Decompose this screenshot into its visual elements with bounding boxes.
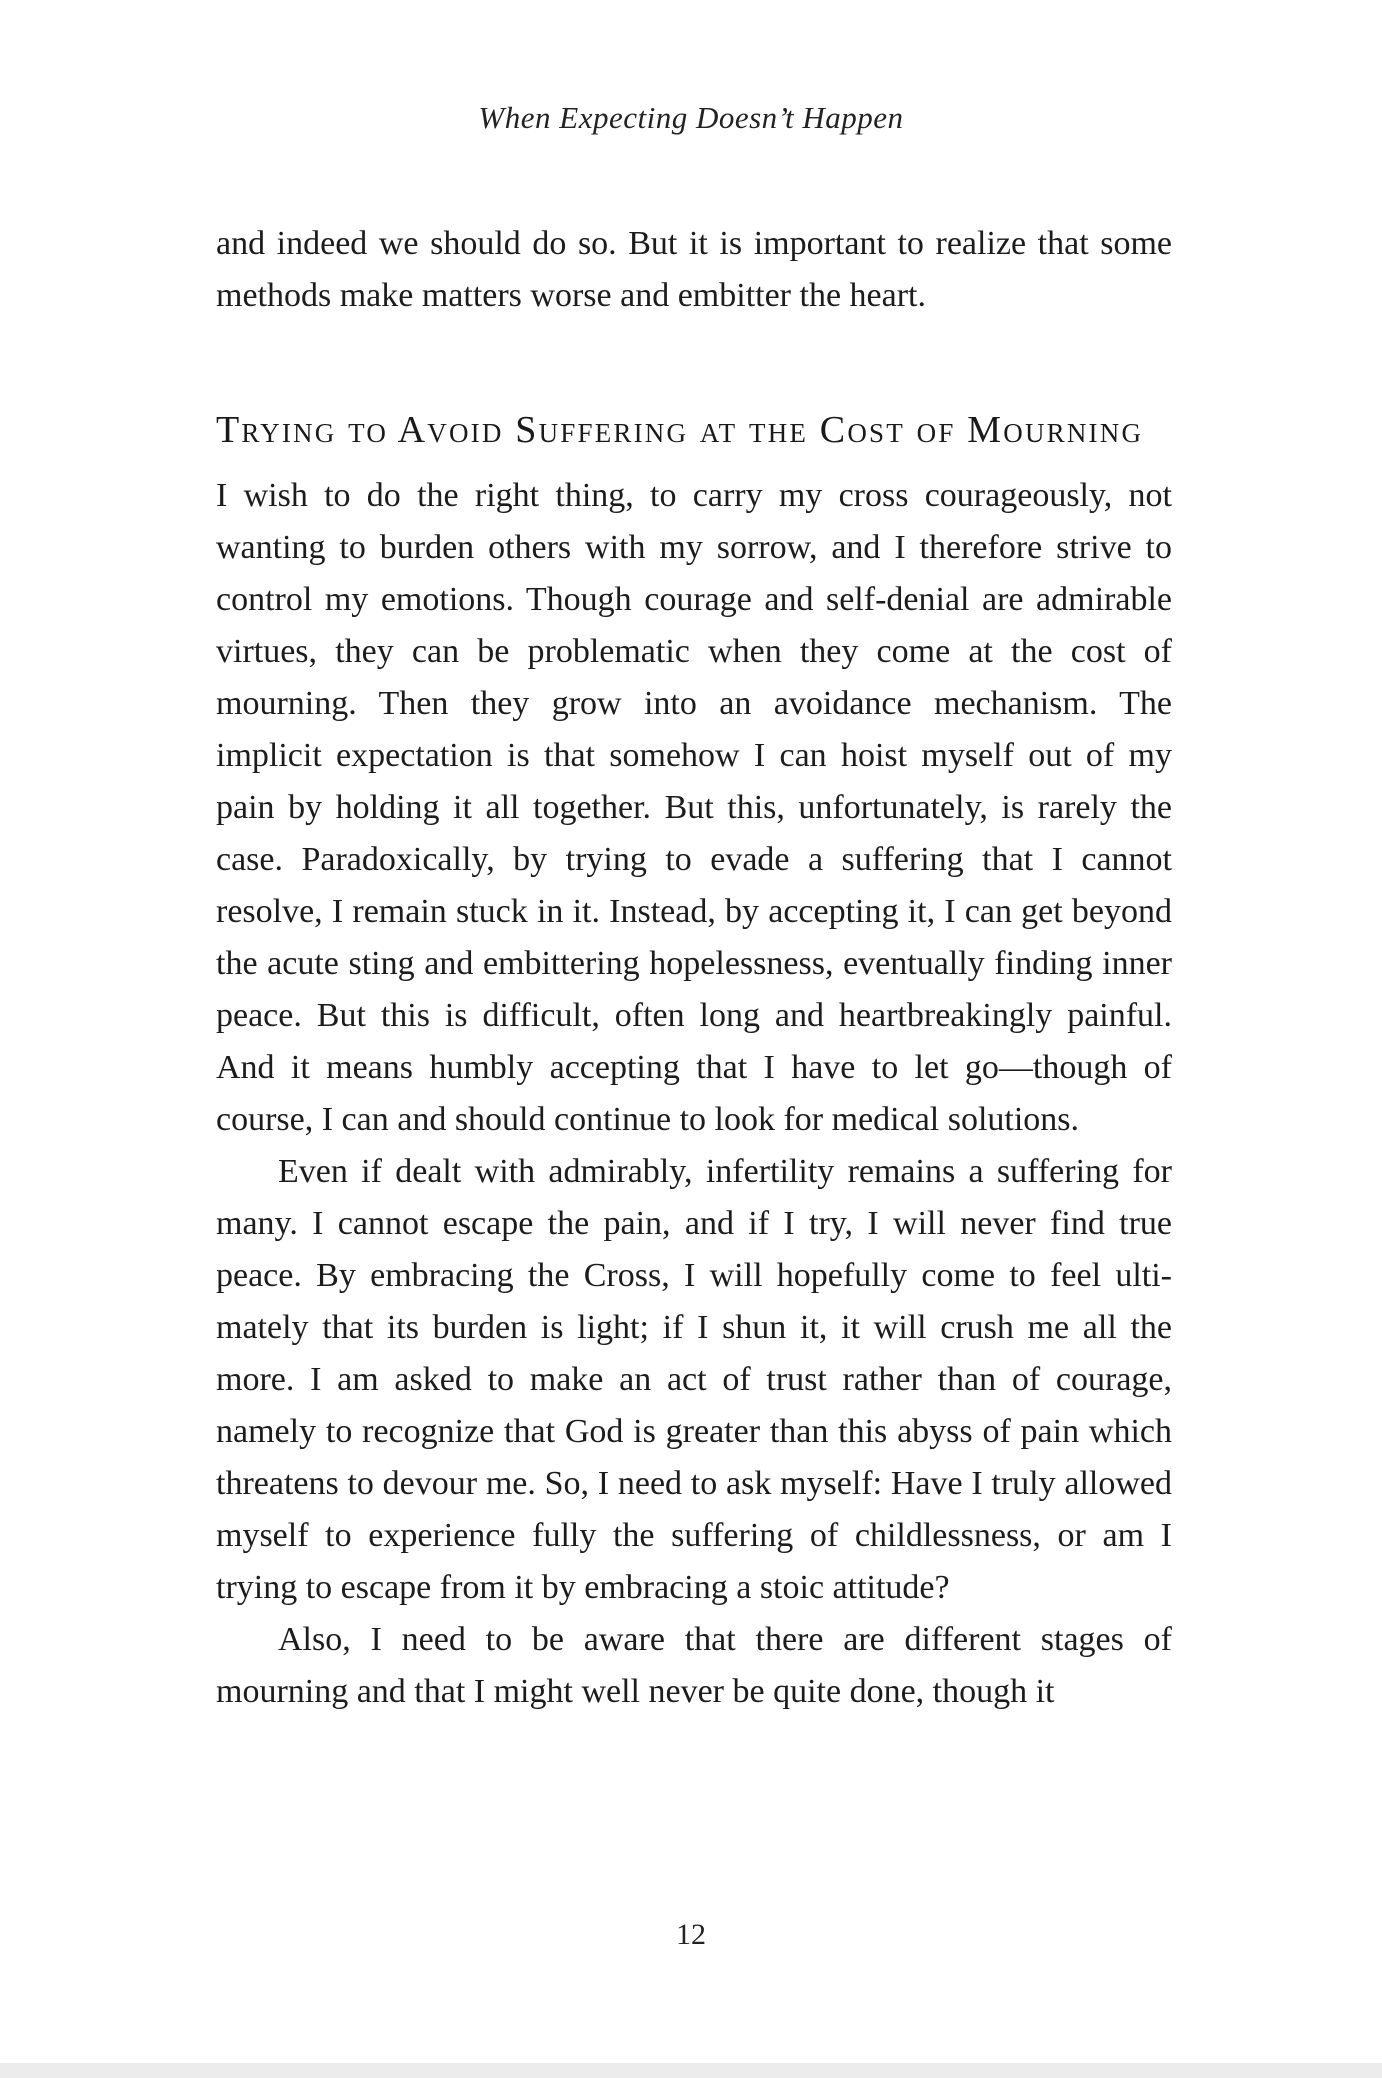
paragraph: Even if dealt with admirably, infertility remains a suffering for many. I cannot escape the pain, and if I try, I will never find true peace. By embracing the Cross, I will hopefully come to feel ultimately that its burden is light; if I shun it, it will crush me all the more. I am asked to make an act of trust rather than of courage, namely to recognize that God is greater than this abyss of pain which threatens to devour me. So, I need to ask myself: Have I truly allowed myself to experience fully the suffering of childlessness, or am I trying to escape from it by embracing a stoic attitude? [216, 1153, 1172, 1606]
paragraph-continued: and indeed we should do so. But it is important to realize that some methods make matters worse and embitter the heart. [216, 225, 1172, 314]
paragraph: I wish to do the right thing, to carry my cross courageously, not wanting to burden others with my sorrow, and I therefore strive to control my emotions. Though courage and self-denial are admirable virtues, they can be problematic when they come at the cost of mourning. Then they grow into an avoidance mechanism. The implicit expectation is that somehow I can hoist myself out of my pain by holding it all together. But this, unfortunately, is rarely the case. Paradoxically, by trying to evade a suffering that I cannot resolve, I remain stuck in it. Instead, by accepting it, I can get beyond the acute sting and embittering hopelessness, eventually finding inner peace. But this is difficult, often long and heartbreakingly painful. And it means humbly accepting that I have to let go—though of course, I can and should continue to look for medical solutions. [216, 477, 1172, 1138]
paragraph: Also, I need to be aware that there are different stages of mourning and that I might well never be quite done, though it [216, 1621, 1172, 1710]
spacer [216, 456, 1172, 470]
bottom-edge [0, 2063, 1382, 2078]
page-body [216, 218, 1172, 1718]
spacer [216, 322, 1172, 404]
section-heading: Trying to Avoid Suffering at the Cost of Mourning [216, 409, 1144, 451]
page-number: 12 [676, 1918, 706, 1951]
running-head: When Expecting Doesn’t Happen [478, 100, 904, 135]
